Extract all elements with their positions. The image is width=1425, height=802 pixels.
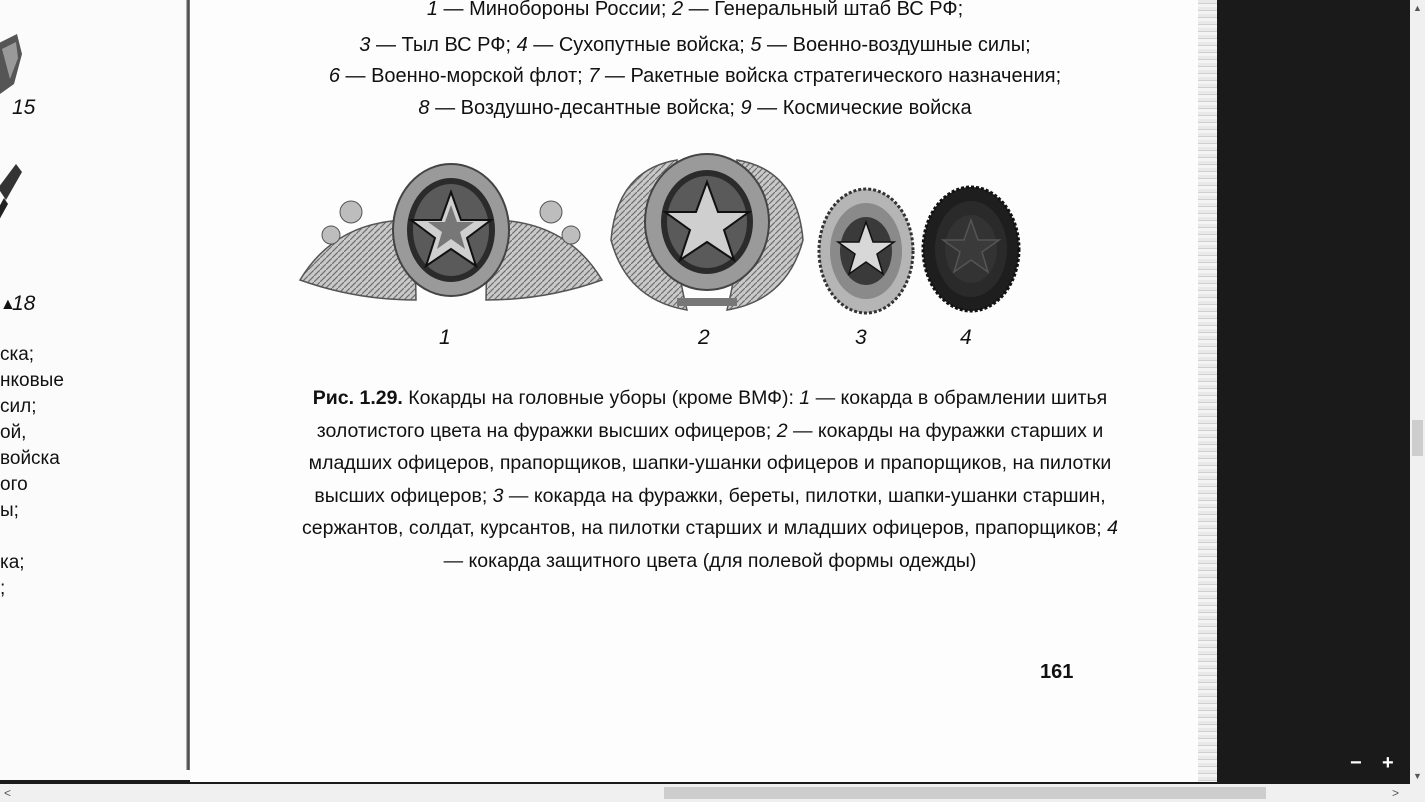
scroll-right-arrow-icon[interactable]: > bbox=[1392, 786, 1400, 800]
caption-number: 5 bbox=[750, 34, 762, 56]
left-text-line: сил; bbox=[0, 396, 37, 417]
caption-text: — Сухопутные войска; bbox=[527, 34, 751, 56]
figure-item-number-2: 2 bbox=[698, 326, 710, 349]
caption-number: 1 bbox=[426, 0, 438, 20]
figure-caption bbox=[300, 382, 1120, 577]
left-figure-label-15: 15 bbox=[12, 96, 36, 119]
zoom-out-button[interactable]: − bbox=[1350, 752, 1362, 774]
page-edge-scan bbox=[1198, 0, 1217, 782]
figure-caption-number: 3 bbox=[492, 484, 504, 507]
figure-caption-number: 1 bbox=[799, 387, 811, 409]
caption-number: 6 bbox=[328, 65, 340, 87]
left-text-line: войска bbox=[0, 448, 60, 469]
figure-item-number-4: 4 bbox=[960, 326, 972, 349]
left-text-line: нковые bbox=[0, 370, 64, 391]
cockade-2-image bbox=[607, 150, 807, 320]
caption-number: 8 bbox=[418, 97, 430, 119]
figure-item-number-3: 3 bbox=[855, 326, 867, 349]
caption-text: — Ракетные войска стратегического назначения; bbox=[599, 65, 1062, 87]
vertical-scroll-thumb[interactable] bbox=[1412, 420, 1423, 456]
main-page bbox=[190, 0, 1217, 782]
caption-text: — Военно-морской флот; bbox=[339, 65, 589, 87]
caption-text: — Генеральный штаб ВС РФ; bbox=[683, 0, 964, 20]
page-number: 161 bbox=[1040, 661, 1074, 683]
figure-caption-text: — кокарды на фуражки старших и младших офицеров, прапорщиков, шапки-ушанки офицеров и прапорщиков, на пилотки высших офицеров; bbox=[308, 419, 1112, 507]
caption-top-line-2 bbox=[190, 30, 1200, 61]
figure-caption-number: 4 bbox=[1107, 517, 1118, 539]
figure-item-number-1: 1 bbox=[439, 326, 451, 349]
caption-top-line-1 bbox=[190, 0, 1200, 25]
caption-number: 3 bbox=[359, 34, 371, 56]
left-text-line: ка; bbox=[0, 552, 25, 573]
scroll-left-arrow-icon[interactable]: < bbox=[4, 786, 12, 800]
left-figure-label-18: 18 bbox=[12, 292, 36, 315]
left-badge-middle-image bbox=[0, 158, 34, 238]
cockade-4-image bbox=[921, 184, 1021, 314]
left-text-line: ска; bbox=[0, 344, 35, 365]
caption-text: — Военно-воздушные силы; bbox=[761, 34, 1031, 56]
triangle-icon: ▲ bbox=[0, 296, 16, 313]
vertical-scrollbar[interactable] bbox=[1410, 0, 1425, 784]
figure-caption-text: Кокарды на головные уборы (кроме ВМФ): bbox=[402, 387, 800, 409]
caption-number: 9 bbox=[740, 97, 752, 119]
caption-text: — Космические войска bbox=[751, 97, 972, 119]
figure-caption-text: — кокарда защитного цвета (для полевой формы одежды) bbox=[443, 549, 977, 572]
horizontal-scroll-thumb[interactable] bbox=[664, 787, 1266, 799]
left-text-line: ой, bbox=[0, 422, 27, 443]
caption-text: — Минобороны России; bbox=[437, 0, 672, 20]
zoom-in-button[interactable]: + bbox=[1382, 752, 1394, 774]
left-page bbox=[0, 0, 190, 780]
caption-top-line-3 bbox=[190, 61, 1200, 92]
scroll-up-arrow-icon[interactable]: ▲ bbox=[1413, 3, 1422, 13]
figure-caption-text: — кокарда в обрамлении шитья золотистого цвета на фуражки высших офицеров; bbox=[316, 387, 1108, 442]
caption-top-line-4 bbox=[190, 93, 1200, 124]
horizontal-scrollbar[interactable] bbox=[0, 784, 1425, 802]
caption-text: — Тыл ВС РФ; bbox=[370, 34, 517, 56]
left-text-line: ого bbox=[0, 474, 28, 495]
figure-caption-number: 2 bbox=[776, 419, 788, 442]
left-text-line: ; bbox=[0, 578, 6, 599]
caption-number: 4 bbox=[516, 34, 528, 56]
scroll-down-arrow-icon[interactable]: ▼ bbox=[1413, 771, 1422, 781]
cockade-3-image bbox=[816, 186, 916, 316]
left-text-line: ы; bbox=[0, 500, 19, 521]
figure-caption-text: — кокарда на фуражки, береты, пилотки, шапки-ушанки старшин, сержантов, солдат, курсантов, на пилотки старших и младших офицеров, прапорщиков; bbox=[302, 484, 1108, 539]
caption-number: 7 bbox=[588, 65, 600, 87]
cockade-1-image bbox=[296, 150, 606, 320]
caption-number: 2 bbox=[671, 0, 684, 20]
caption-text: — Воздушно-десантные войска; bbox=[429, 97, 741, 119]
figure-caption-label: Рис. 1.29. bbox=[312, 387, 403, 409]
